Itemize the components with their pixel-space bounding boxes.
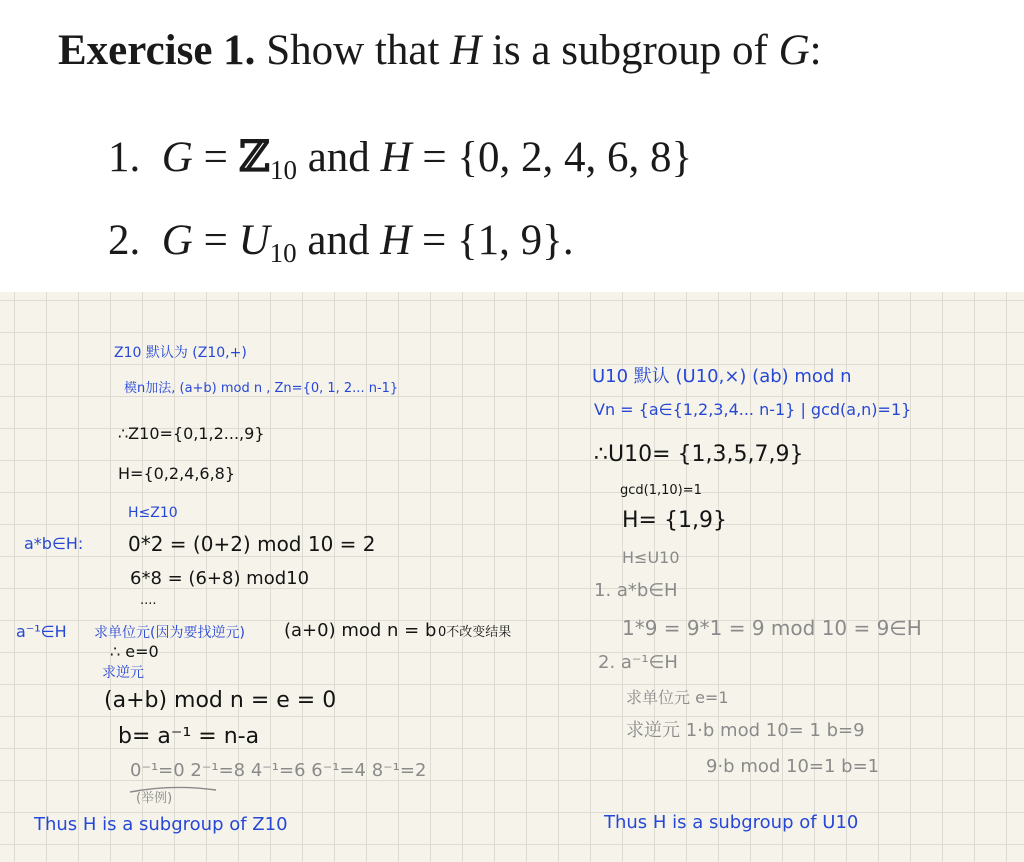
note-zero-unchanged: 0不改变结果 [438, 625, 512, 640]
note-identity-eq: (a+0) mod n = b [284, 620, 437, 641]
note-example-tag: (举例) [136, 791, 173, 806]
item-2-number: 2. [108, 217, 141, 264]
item-1-number: 1. [108, 134, 141, 181]
item-1-and: and [296, 134, 381, 181]
note-find-inverse: 求逆元 [102, 665, 144, 681]
note-closure-step: 1. a*b∈H [594, 580, 678, 601]
exercise-block [0, 0, 1024, 292]
item-2-sub: 10 [269, 238, 297, 268]
item-1-g: G [161, 134, 193, 181]
note-h-subgroup-u10: H≤U10 [622, 548, 680, 567]
note-closure-calc: 1*9 = 9*1 = 9 mod 10 = 9∈H [622, 616, 922, 640]
note-z10-set: ∴Z10={0,1,2...,9} [118, 424, 265, 443]
item-2-h: H [380, 217, 412, 264]
item-1-sub: 10 [269, 155, 297, 185]
exercise-item-2 [108, 216, 574, 269]
title-text-1: Show that [255, 27, 451, 74]
note-identity-u10: 求单位元 e=1 [626, 688, 729, 707]
note-z10-default: Z10 默认为 (Z10,+) [114, 345, 247, 361]
note-ellipsis: .... [140, 593, 157, 608]
item-1-eq: = [192, 134, 239, 181]
note-u10-set: ∴U10= {1,3,5,7,9} [594, 442, 804, 467]
item-1-set: = {0, 2, 4, 6, 8} [411, 134, 693, 181]
item-2-set: = {1, 9}. [411, 217, 574, 264]
exercise-label: Exercise 1. [58, 27, 256, 74]
item-2-g: G [161, 217, 193, 264]
note-conclusion-z10: Thus H is a subgroup of Z10 [34, 814, 288, 835]
title-text-2: is a subgroup of [481, 27, 779, 74]
item-2-eq: = [192, 217, 239, 264]
note-h-subgroup-z10: H≤Z10 [128, 505, 178, 521]
note-b-inverse: b= a⁻¹ = n-a [118, 724, 260, 749]
note-inverse-step: 2. a⁻¹∈H [598, 652, 678, 673]
note-h-u10-set: H= {1,9} [622, 508, 727, 533]
item-1-h: H [380, 134, 412, 181]
note-closure-label: a*b∈H: [24, 534, 84, 553]
note-e-equals-0: ∴ e=0 [110, 642, 159, 661]
note-u10-default: U10 默认 (U10,×) (ab) mod n [592, 366, 852, 387]
exercise-item-1 [108, 132, 692, 186]
note-conclusion-u10: Thus H is a subgroup of U10 [604, 812, 859, 833]
note-closure-6-8: 6*8 = (6+8) mod10 [130, 568, 310, 589]
note-find-identity: 求单位元(因为要找逆元) [94, 625, 245, 641]
title-var-g: G [778, 27, 810, 74]
note-inverse-label: a⁻¹∈H [16, 622, 67, 641]
note-un-definition: Vn = {a∈{1,2,3,4... n-1} | gcd(a,n)=1} [594, 400, 912, 419]
note-inverse-9: 求逆元 1·b mod 10= 1 b=9 [626, 720, 865, 741]
note-inverse-1: 9·b mod 10=1 b=1 [706, 756, 880, 777]
title-colon: : [809, 27, 822, 74]
item-2-and: and [296, 217, 381, 264]
item-1-z: ℤ [238, 132, 270, 182]
title-var-h: H [450, 27, 482, 74]
note-closure-0-2: 0*2 = (0+2) mod 10 = 2 [128, 532, 376, 556]
note-mod-n-addition: 模n加法, (a+b) mod n , Zn={0, 1, 2... n-1} [124, 381, 399, 396]
item-2-u: U [238, 217, 270, 264]
note-inverse-examples: 0⁻¹=0 2⁻¹=8 4⁻¹=6 6⁻¹=4 8⁻¹=2 [130, 760, 427, 781]
note-h-set: H={0,2,4,6,8} [118, 464, 236, 483]
note-inverse-eq: (a+b) mod n = e = 0 [104, 688, 337, 713]
handwritten-notes [0, 292, 1024, 862]
note-gcd: gcd(1,10)=1 [620, 483, 702, 498]
exercise-title [58, 26, 822, 75]
